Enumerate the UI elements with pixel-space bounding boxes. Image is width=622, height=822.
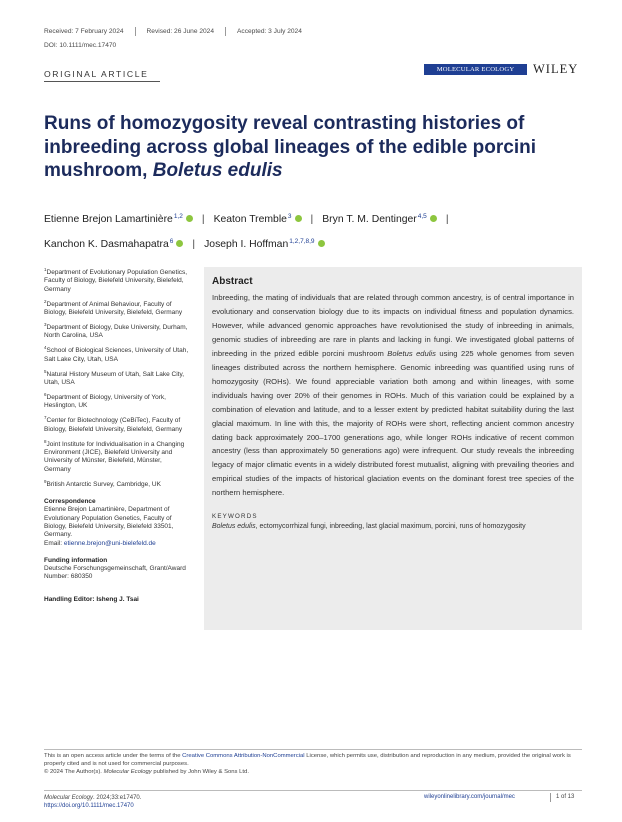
author: [44, 214, 193, 225]
keywords-heading: KEYWORDS: [212, 513, 258, 521]
publisher-logo: WILEY: [533, 62, 579, 76]
publication-dates: [44, 27, 302, 36]
date-divider: [135, 27, 136, 36]
abstract-text: [212, 291, 574, 500]
handling-editor: Handling Editor: Isheng J. Tsai: [44, 595, 139, 603]
license-text: This is an open access article under the terms of the: [44, 753, 183, 759]
affiliation-text: Natural History Museum of Utah, Salt Lake City, Utah, USA: [44, 370, 185, 387]
footer-rule: [44, 749, 582, 750]
author-list: [44, 206, 584, 256]
page-number: 1 of 13: [556, 794, 575, 800]
citation-doi-link[interactable]: https://doi.org/10.1111/mec.17470: [44, 803, 134, 810]
affiliation: [44, 478, 190, 489]
affiliation: [44, 344, 190, 364]
correspondence-text: Etienne Brejon Lamartinière, Department of Evolutionary Population Genetics, Faculty of Biology, Bielefeld University, Bielefeld 33501, Germany.: [44, 506, 174, 539]
affiliation-text: Joint Institute for Individualisation in a Changing Environment (JICE), Bielefeld University and University of Münster, Bielefeld, Münster, Germany: [44, 440, 185, 473]
affiliation-text: Department of Animal Behaviour, Faculty of Biology, Bielefeld University, Bielefeld, Germany: [44, 300, 183, 317]
orcid-icon[interactable]: [295, 215, 302, 222]
funding-heading: Funding information: [44, 556, 108, 564]
license-text: License, which permits use, distribution and reproduction in any medium, provided the original work is properly cited and is not used for commercial purposes.: [44, 753, 571, 767]
correspondence-heading: Correspondence: [44, 498, 96, 506]
affiliation-text: Center for Biotechnology (CeBiTec), Faculty of Biology, Bielefeld University, Bielefeld, Germany: [44, 417, 183, 433]
author-affiliation-ref[interactable]: 3: [287, 213, 292, 220]
orcid-icon[interactable]: [186, 215, 193, 222]
affiliation-text: Department of Biology, Duke University, Durham, North Carolina, USA: [44, 324, 188, 340]
abstract-heading: Abstract: [212, 276, 253, 287]
author-separator: |: [201, 214, 205, 226]
citation-journal: Molecular Ecology: [44, 795, 94, 801]
received-date: Received: 7 February 2024: [44, 28, 124, 35]
author-name: Joseph I. Hoffman: [204, 239, 289, 251]
affiliation: [44, 368, 190, 388]
author: [44, 239, 183, 250]
author-name: Bryn T. M. Dentinger: [322, 214, 417, 226]
affiliation-number: 8: [44, 438, 47, 444]
affiliation: [44, 321, 190, 341]
keywords-text: [212, 522, 574, 532]
author-name: Etienne Brejon Lamartinière: [44, 214, 173, 226]
author: [204, 239, 324, 250]
title-main: Runs of homozygosity reveal contrasting histories of inbreeding across global lineages of the edible porcini mushroom,: [44, 113, 536, 181]
footer-rule: [44, 790, 582, 791]
affiliation-number: 1: [44, 267, 47, 272]
orcid-icon[interactable]: [430, 215, 437, 222]
affiliation: [44, 391, 190, 411]
copyright-journal: Molecular Ecology: [103, 769, 152, 775]
abstract-text-part: Inbreeding, the mating of individuals that are related through common ancestry, is of central importance in evolutionary and conservation biology due to its impacts on individual fitness and population dynamics. However, while advanced genomic approaches have revolutionised the study of inbreeding in animals, genomic studies of inbreeding are rare in plants and lacking in fungi. We investigated global patterns of inbreeding in the prized edible porcini mushroom: [212, 293, 574, 358]
email-label: Email:: [44, 539, 64, 547]
affiliation-text: Department of Biology, University of York, Heslington, UK: [44, 394, 166, 410]
article-title: [44, 112, 564, 183]
accepted-date: Accepted: 3 July 2024: [237, 28, 302, 35]
copyright-text: published by John Wiley & Sons Ltd.: [151, 769, 249, 775]
correspondence-email-line: [44, 540, 190, 548]
abstract-species: Boletus edulis: [387, 348, 436, 358]
affiliation-number: 9: [44, 478, 47, 484]
orcid-icon[interactable]: [176, 240, 183, 247]
journal-site-link[interactable]: wileyonlinelibrary.com/journal/mec: [424, 794, 515, 800]
license-notice: [44, 752, 584, 776]
doi[interactable]: DOI: 10.1111/mec.17470: [44, 42, 117, 49]
abstract-box: [204, 267, 582, 630]
citation: [44, 794, 141, 810]
funding-text: Deutsche Forschungsgemeinschaft, Grant/Award Number: 680350: [44, 565, 186, 581]
affiliation: [44, 438, 190, 474]
affiliation-number: 5: [44, 368, 47, 374]
email-link[interactable]: etienne.brejon@uni-bielefeld.de: [63, 539, 156, 547]
affiliation-number: 7: [44, 415, 47, 421]
citation-volume: . 2024;33:e17470.: [93, 795, 142, 801]
license-link[interactable]: Creative Commons Attribution-NonCommercial: [182, 753, 305, 759]
page-divider: [550, 793, 551, 802]
author: [214, 214, 302, 225]
author-name: Keaton Tremble: [213, 214, 287, 226]
affiliation-text: Department of Evolutionary Population Genetics, Faculty of Biology, Bielefeld University, Bielefeld, Germany: [44, 269, 188, 293]
affiliation-text: School of Biological Sciences, University of Utah, Salt Lake City, Utah, USA: [44, 347, 189, 363]
author: [322, 214, 437, 225]
author-affiliation-ref[interactable]: 1,2: [173, 213, 183, 220]
abstract-text-part: using 225 whole genomes from seven lineages distributed across the northern hemisphere. Genomic inbreeding was quantified using runs of homozygosity (ROHs). We found appreciable variation both among and within lineages, with some individuals having over 20% of their genomes in ROHs. Much of this variation could be explained by a combination of elevation and latitude, and to a lesser extent by predicted habitat suitability during the last glacial maximum. In line with this, the majority of ROHs were short, reflecting ancient common ancestry dating back approximately 200–1700 generations ago, while longer ROHs indicative of recent common ancestry (less than approximately 50 generations ago) were infrequent. Our study reveals the inbreeding legacy of major climatic events in a widely distributed forest mutualist, aligning with prevailing theories and empirical studies of the impacts of historical glaciation events on the dominant forest tree species of the northern hemisphere.: [212, 348, 574, 498]
affiliation-text: British Antarctic Survey, Cambridge, UK: [46, 480, 161, 488]
article-type: ORIGINAL ARTICLE: [44, 69, 149, 79]
affiliation-number: 6: [44, 392, 47, 398]
affiliation: [44, 298, 190, 318]
author-affiliation-ref[interactable]: 1,2,7,8,9: [289, 237, 315, 245]
copyright-text: © 2024 The Author(s).: [44, 769, 104, 775]
keywords-rest: , ectomycorrhizal fungi, inbreeding, last glacial maximum, porcini, runs of homozygosity: [255, 523, 526, 531]
author-separator: |: [445, 214, 449, 226]
author-name: Kanchon K. Dasmahapatra: [44, 239, 169, 251]
side-column: [44, 266, 190, 604]
orcid-icon[interactable]: [318, 240, 325, 247]
keyword-species: Boletus edulis: [212, 523, 256, 531]
author-affiliation-ref[interactable]: 4,5: [417, 213, 427, 220]
author-separator: |: [310, 214, 314, 226]
revised-date: Revised: 26 June 2024: [146, 28, 214, 35]
journal-badge: MOLECULAR ECOLOGY: [424, 64, 527, 75]
date-divider: [225, 27, 226, 36]
affiliation: [44, 414, 190, 434]
author-affiliation-ref[interactable]: 6: [169, 237, 174, 245]
article-type-rule: [44, 81, 160, 82]
affiliation-number: 4: [44, 345, 47, 351]
affiliation: [44, 266, 190, 294]
author-separator: |: [192, 239, 196, 251]
affiliation-number: 2: [44, 298, 47, 304]
title-species: Boletus edulis: [152, 160, 283, 181]
affiliation-number: 3: [44, 321, 47, 327]
